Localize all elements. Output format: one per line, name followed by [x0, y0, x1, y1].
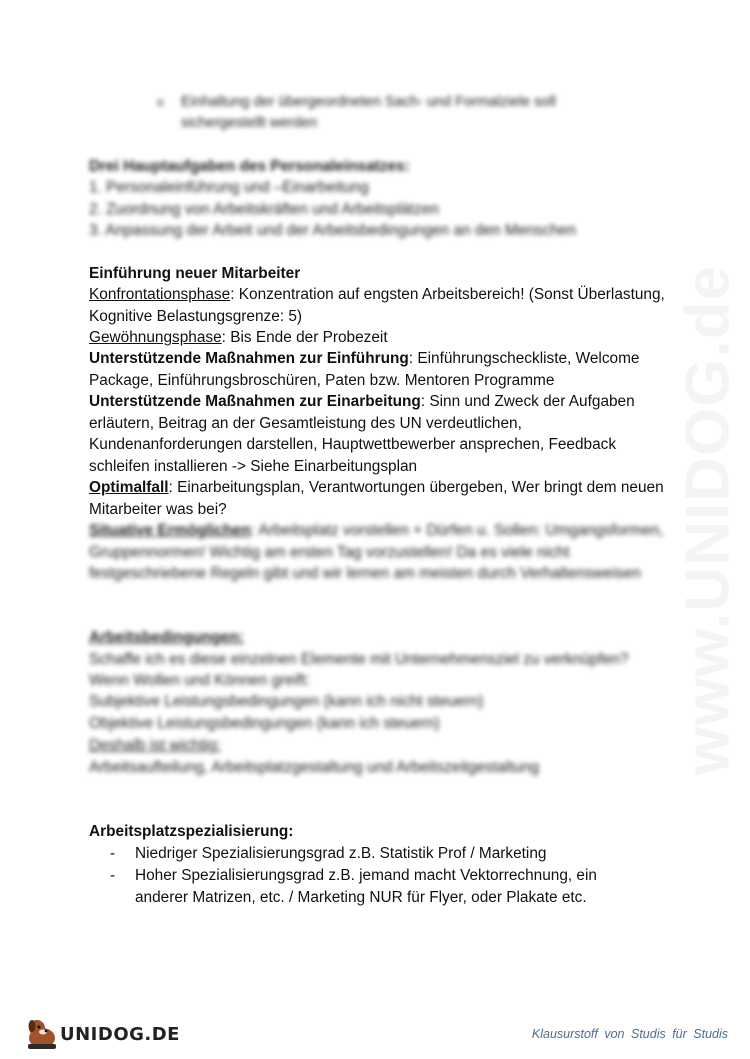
section-heading: Einführung neuer Mitarbeiter	[89, 265, 301, 282]
term-text: : Einführungscheckliste, Welcome Package, Einführungsbroschüren, Paten bzw. Mentoren Programme	[89, 350, 640, 389]
paragraph-einfuehrung	[89, 348, 669, 391]
term-label: Konfrontationsphase	[89, 286, 231, 303]
footer-tagline: Klausurstoff von Studis für Studis	[531, 1027, 728, 1041]
paragraph-konfrontation	[89, 284, 669, 327]
list-item: 1. Personaleinführung und –Einarbeitung	[89, 179, 369, 196]
text-line: Arbeitsaufteilung, Arbeitsplatzgestaltung und Arbeitszeitgestaltung	[89, 759, 540, 776]
paragraph-situativ	[89, 520, 669, 585]
list-item-text: Hoher Spezialisierungsgrad z.B. jemand macht Vektorrechnung, ein anderer Matrizen, etc. / Marketing NUR für Flyer, oder Plakate etc.	[135, 867, 597, 906]
dash-marker: -	[110, 867, 116, 884]
section-heading: Arbeitsbedingungen:	[89, 629, 244, 646]
paragraph-einarbeitung	[89, 391, 669, 477]
text-line: Schaffe ich es diese einzelnen Elemente mit Unternehmensziel zu verknüpfen?	[89, 651, 629, 668]
term-text: : Bis Ende der Probezeit	[221, 329, 388, 346]
term-label: Unterstützende Maßnahmen zur Einführung	[89, 350, 409, 367]
text-line: Subjektive Leistungsbedingungen (kann ich nicht steuern)	[89, 693, 484, 710]
list-item: 3. Anpassung der Arbeit und der Arbeitsbedingungen an den Menschen	[89, 222, 576, 239]
term-text: : Einarbeitungsplan, Verantwortungen übergeben, Wer bringt dem neuen Mitarbeiter was bei?	[89, 479, 664, 518]
term-label: Unterstützende Maßnahmen zur Einarbeitung	[89, 393, 421, 410]
footer-logo	[22, 1016, 180, 1052]
text-line: Objektive Leistungsbedingungen (kann ich steuern)	[89, 715, 440, 732]
paragraph-optimalfall	[89, 477, 669, 520]
term-label: Gewöhnungsphase	[89, 329, 222, 346]
logo-text: UNIDOG.DE	[60, 1024, 180, 1045]
bullet-text: Einhaltung der übergeordneten Sach- und Formalziele soll sichergestellt werden	[181, 94, 556, 131]
list-item	[110, 865, 630, 908]
term-text: : Arbeitsplatz vorstellen + Dürfen u. Sollen: Umgangsformen, Gruppennormen! Wichtig am ersten Tag vorzustellen! Da es viele nicht festgeschriebene Regeln gibt und wir lernen am meisten durch Verhaltensweisen	[89, 522, 664, 582]
bullet-circle: o	[157, 95, 164, 109]
term-text: : Konzentration auf engsten Arbeitsbereich! (Sonst Überlastung, Kognitive Belastungsgrenze: 5)	[89, 286, 665, 325]
watermark	[673, 265, 744, 775]
term-text: : Sinn und Zweck der Aufgaben erläutern, Beitrag an der Gesamtleistung des UN verdeutlichen, Kundenanforderungen darstellen, Hauptwettbewerber ansprechen, Feedback schleifen installieren -> Siehe Einarbeitungsplan	[89, 393, 635, 475]
dash-marker: -	[110, 845, 116, 862]
dog-logo-icon	[22, 1016, 62, 1052]
text-line: Deshalb ist wichtig:	[89, 737, 221, 754]
term-label: Situative Ermöglichen	[89, 522, 251, 539]
list-item: 2. Zuordnung von Arbeitskräften und Arbeitsplätzen	[89, 201, 439, 218]
list-item	[110, 843, 630, 865]
paragraph-gewoehnung	[89, 327, 669, 349]
section-heading: Arbeitsplatzspezialisierung:	[89, 823, 294, 840]
text-line: Wenn Wollen und Können greift:	[89, 672, 311, 689]
list-item-text: Niedriger Spezialisierungsgrad z.B. Statistik Prof / Marketing	[135, 845, 547, 862]
section-heading: Drei Hauptaufgaben des Personaleinsatzes:	[89, 158, 410, 175]
term-label: Optimalfall	[89, 479, 169, 496]
